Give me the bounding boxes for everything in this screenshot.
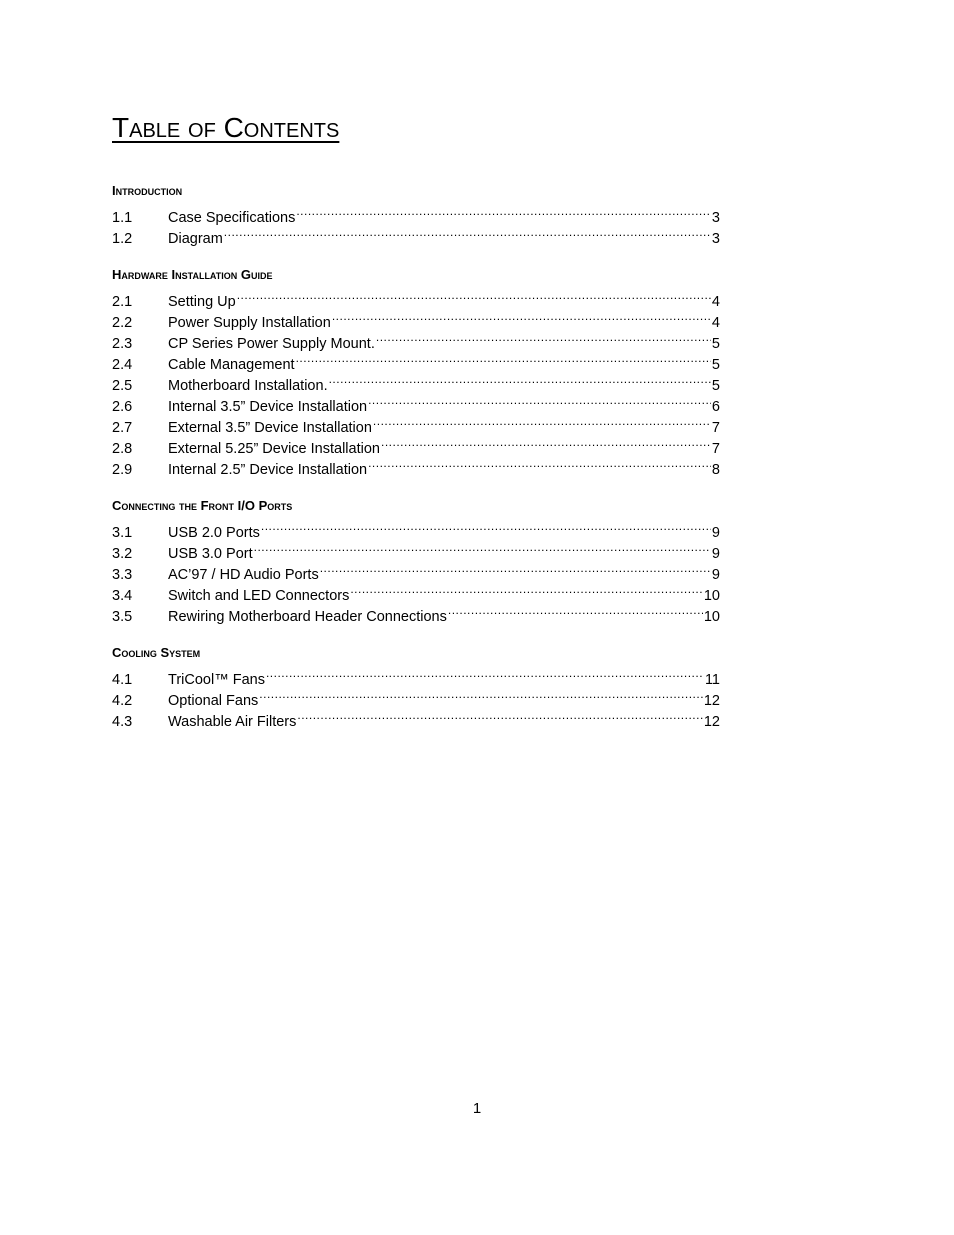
entry-title: AC’97 / HD Audio Ports	[168, 567, 319, 583]
entry-title: Switch and LED Connectors	[168, 588, 350, 604]
dot-leader	[254, 537, 711, 558]
dot-leader	[329, 369, 711, 390]
entry-page: 5	[711, 357, 720, 373]
page-number: 1	[472, 1100, 482, 1117]
entry-number: 4.2	[112, 693, 133, 709]
entry-page: 9	[711, 567, 720, 583]
section-heading: Connecting the Front I/O Ports	[112, 498, 293, 513]
entry-number: 2.8	[112, 441, 133, 457]
entry-title: Optional Fans	[168, 693, 259, 709]
dot-leader	[297, 705, 702, 726]
entry-title: Internal 2.5” Device Installation	[168, 462, 368, 478]
entry-number: 4.3	[112, 714, 133, 730]
entry-title: Rewiring Motherboard Header Connections	[168, 609, 447, 625]
entry-number: 2.6	[112, 399, 133, 415]
entry-title: CP Series Power Supply Mount.	[168, 336, 375, 352]
entry-number: 4.1	[112, 672, 133, 688]
entry-page: 9	[711, 546, 720, 562]
dot-leader	[224, 222, 711, 243]
entry-number: 3.2	[112, 546, 133, 562]
entry-page: 10	[703, 609, 720, 625]
toc-entry[interactable]	[112, 201, 720, 226]
toc-entry[interactable]	[112, 285, 720, 310]
entry-number: 2.3	[112, 336, 133, 352]
entry-page: 4	[711, 294, 720, 310]
dot-leader	[296, 348, 711, 369]
entry-title: Setting Up	[168, 294, 236, 310]
toc-section-introduction	[112, 180, 720, 247]
entry-title: External 5.25” Device Installation	[168, 441, 380, 457]
dot-leader	[320, 558, 711, 579]
entry-page: 3	[711, 210, 720, 226]
entry-number: 3.3	[112, 567, 133, 583]
dot-leader	[266, 663, 704, 684]
toc-section-hardware-installation	[112, 264, 720, 478]
entry-title: Diagram	[168, 231, 223, 247]
entry-title: Case Specifications	[168, 210, 296, 226]
section-heading: Cooling System	[112, 645, 201, 660]
entry-title: Cable Management	[168, 357, 295, 373]
entry-title: Motherboard Installation.	[168, 378, 328, 394]
entry-title: USB 2.0 Ports	[168, 525, 260, 541]
dot-leader	[259, 684, 703, 705]
entry-page: 5	[711, 378, 720, 394]
dot-leader	[368, 390, 711, 411]
entry-number: 2.7	[112, 420, 133, 436]
entry-number: 3.1	[112, 525, 133, 541]
entry-number: 2.2	[112, 315, 133, 331]
entry-page: 12	[703, 693, 720, 709]
entry-page: 10	[703, 588, 720, 604]
entry-page: 7	[711, 441, 720, 457]
dot-leader	[373, 411, 711, 432]
entry-page: 3	[711, 231, 720, 247]
entry-page: 7	[711, 420, 720, 436]
table-of-contents	[112, 180, 720, 747]
page-title: Table of Contents	[112, 112, 340, 143]
entry-number: 1.1	[112, 210, 133, 226]
entry-title: Internal 3.5” Device Installation	[168, 399, 368, 415]
entry-page: 5	[711, 336, 720, 352]
entry-page: 4	[711, 315, 720, 331]
entry-title: Power Supply Installation	[168, 315, 331, 331]
section-heading: Hardware Installation Guide	[112, 267, 273, 282]
entry-page: 8	[711, 462, 720, 478]
entry-number: 2.1	[112, 294, 133, 310]
dot-leader	[261, 516, 711, 537]
dot-leader	[296, 201, 711, 222]
entry-title: External 3.5” Device Installation	[168, 420, 372, 436]
entry-page: 11	[704, 672, 720, 688]
entry-number: 2.9	[112, 462, 133, 478]
toc-section-front-io-ports	[112, 495, 720, 625]
dot-leader	[350, 579, 703, 600]
dot-leader	[332, 306, 711, 327]
dot-leader	[381, 432, 711, 453]
dot-leader	[368, 453, 711, 474]
dot-leader	[376, 327, 711, 348]
toc-entry[interactable]	[112, 516, 720, 541]
toc-entry[interactable]	[112, 663, 720, 688]
toc-section-cooling-system	[112, 642, 720, 730]
entry-page: 12	[703, 714, 720, 730]
entry-title: TriCool™ Fans	[168, 672, 265, 688]
entry-number: 3.5	[112, 609, 133, 625]
entry-page: 6	[711, 399, 720, 415]
entry-number: 2.4	[112, 357, 133, 373]
entry-number: 2.5	[112, 378, 133, 394]
entry-number: 1.2	[112, 231, 133, 247]
dot-leader	[237, 285, 711, 306]
entry-title: Washable Air Filters	[168, 714, 297, 730]
section-heading: Introduction	[112, 183, 183, 198]
entry-number: 3.4	[112, 588, 133, 604]
entry-title: USB 3.0 Port	[168, 546, 253, 562]
entry-page: 9	[711, 525, 720, 541]
dot-leader	[448, 600, 703, 621]
